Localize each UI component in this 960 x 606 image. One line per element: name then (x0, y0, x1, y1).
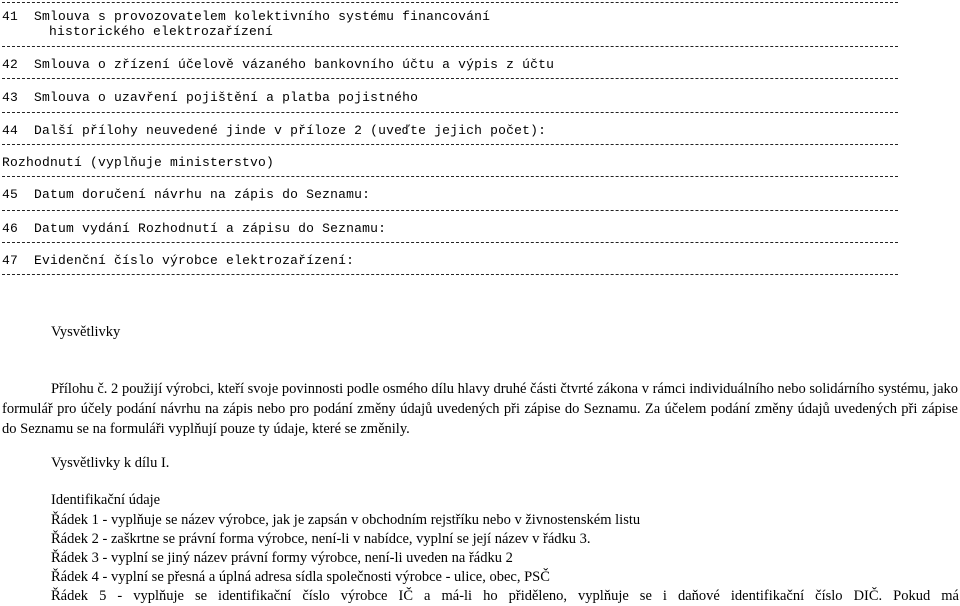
part-heading: Vysvětlivky k dílu I. (51, 455, 170, 471)
explanation-line-1: Řádek 1 - vyplňuje se název výrobce, jak je zapsán v obchodním rejstříku nebo v živnostenském listu (51, 512, 641, 528)
form-row-46 (2, 221, 386, 236)
separator-line (2, 2, 898, 3)
row-continuation: historického elektrozařízení (49, 24, 274, 39)
row-number: 41 (2, 9, 19, 24)
separator-line (2, 78, 898, 79)
separator-line (2, 46, 898, 47)
row-text: Další přílohy neuvedené jinde v příloze 2 (uveďte jejich počet): (34, 123, 547, 138)
row-number: 42 (2, 57, 19, 72)
explanation-line-2: Řádek 2 - zaškrtne se právní forma výrobce, není-li v nabídce, vyplní se její název v řádku 3. (51, 531, 591, 547)
form-row-45 (2, 187, 370, 202)
intro-paragraph-text: Přílohu č. 2 použijí výrobci, kteří svoje povinnosti podle osmého dílu hlavy druhé části čtvrté zákona v rámci individuálního nebo solidárního systému, jako formulář pro účely podání návrhu na zápis nebo pro podání změny údajů uvedených při zápise do Seznamu. Za účelem podání změny údajů uvedených při zápise do Seznamu se na formuláři vyplňují pouze ty údaje, které se změnily. (2, 381, 958, 437)
row-text: Smlouva o uzavření pojištění a platba pojistného (34, 90, 419, 105)
row-text: Evidenční číslo výrobce elektrozařízení: (34, 253, 355, 268)
form-row-41-continuation (49, 24, 273, 39)
row-text: Datum vydání Rozhodnutí a zápisu do Seznamu: (34, 221, 387, 236)
row-text: Datum doručení návrhu na zápis do Seznamu: (34, 187, 371, 202)
separator-line (2, 112, 898, 113)
explanation-line-5: Řádek 5 - vyplňuje se identifikační číslo výrobce IČ a má-li ho přiděleno, vyplňuje se i daňové identifikační číslo DIČ. Pokud má (51, 588, 959, 604)
separator-line (2, 176, 898, 177)
row-number: 44 (2, 123, 19, 138)
form-row-47 (2, 253, 354, 268)
form-row-44 (2, 123, 546, 138)
intro-paragraph (2, 379, 958, 439)
section-title: Identifikační údaje (51, 492, 161, 508)
explanation-line-4: Řádek 4 - vyplní se přesná a úplná adresa sídla společnosti výrobce - ulice, obec, PSČ (51, 569, 550, 585)
separator-line (2, 144, 898, 145)
separator-line (2, 242, 898, 243)
decision-heading (2, 155, 274, 170)
row-number: 46 (2, 221, 19, 236)
explanation-line-3: Řádek 3 - vyplní se jiný název právní formy výrobce, není-li uveden na řádku 2 (51, 550, 513, 566)
form-row-41 (2, 9, 490, 24)
explanations-heading: Vysvětlivky (51, 324, 121, 340)
form-row-43 (2, 90, 418, 105)
row-number: 45 (2, 187, 19, 202)
separator-line (2, 274, 898, 275)
row-number: 47 (2, 253, 19, 268)
row-text: Smlouva s provozovatelem kolektivního systému financování (34, 9, 491, 24)
form-row-42 (2, 57, 554, 72)
row-text: Smlouva o zřízení účelově vázaného bankovního účtu a výpis z účtu (34, 57, 555, 72)
separator-line (2, 210, 898, 211)
row-text: Rozhodnutí (vyplňuje ministerstvo) (2, 155, 275, 170)
row-number: 43 (2, 90, 19, 105)
